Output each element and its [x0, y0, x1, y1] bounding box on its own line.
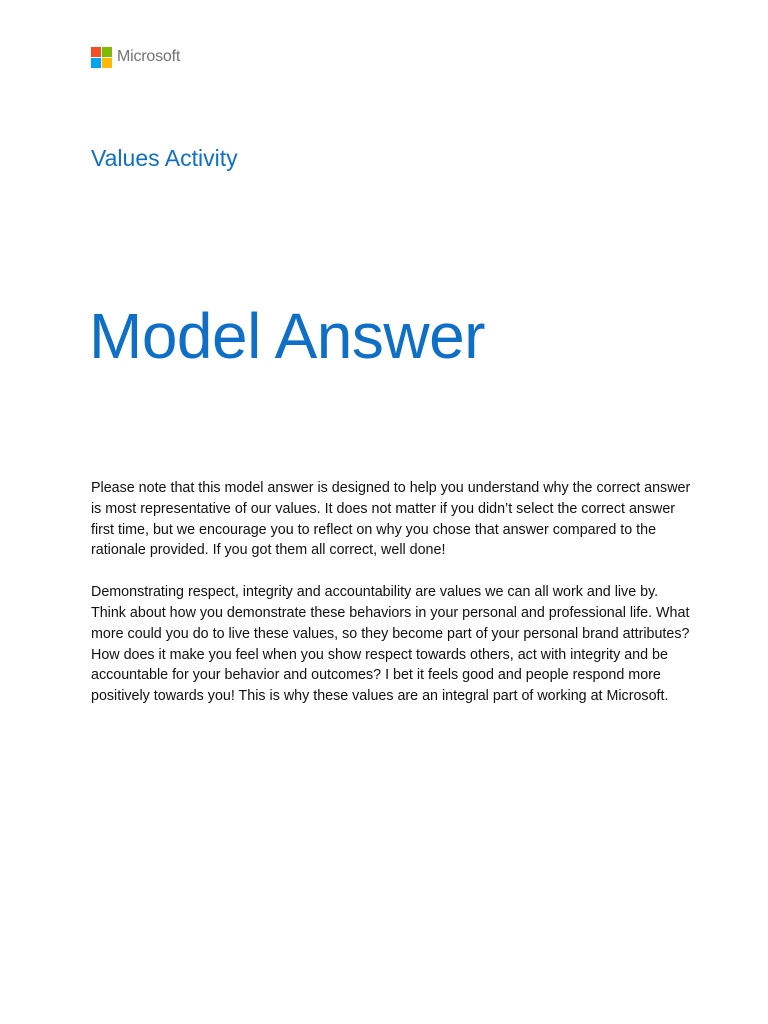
paragraph-intro: Please note that this model answer is designed to help you understand why the correct answer is most representative of our values. It does not matter if you didn’t select the correct answer first time, but we encourage you to reflect on why you chose that answer compared to the rationale provided. If you got them all correct, well done! [91, 480, 691, 559]
microsoft-windows-icon [91, 47, 112, 68]
page-title: Model Answer [89, 300, 485, 372]
page-subtitle: Values Activity [91, 145, 238, 171]
body-text [91, 478, 691, 728]
logo-wordmark: Microsoft [117, 48, 181, 65]
paragraph-values: Demonstrating respect, integrity and accountability are values we can all work and live by. Think about how you demonstrate these behaviors in your personal and professional life. What more could you do to live these values, so they become part of your personal brand attributes? How does it make you feel when you show respect towards others, act with integrity and be accountable for your behavior and outcomes? I bet it feels good and people respond more positively towards you! This is why these values are an integral part of working at Microsoft. [91, 584, 690, 705]
logo-square-blue [91, 58, 101, 68]
logo-square-yellow [102, 58, 112, 68]
microsoft-logo [91, 46, 180, 68]
logo-square-green [102, 47, 112, 57]
logo-square-red [91, 47, 101, 57]
